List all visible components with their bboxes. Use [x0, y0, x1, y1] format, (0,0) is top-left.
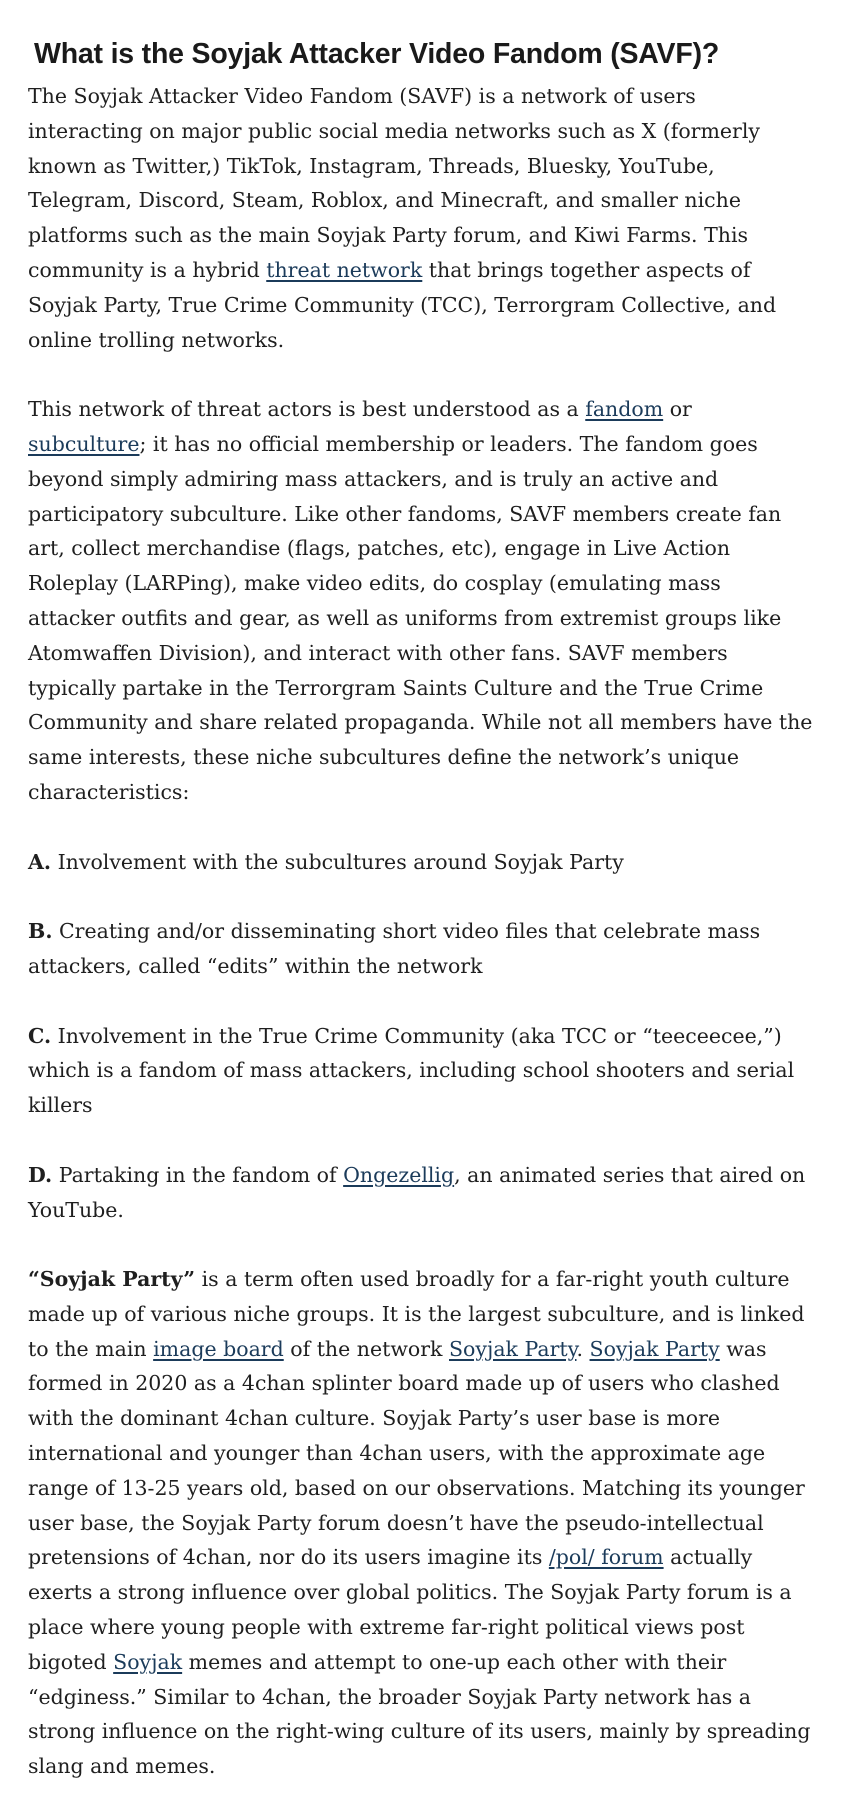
list-item-letter: A.	[28, 849, 52, 874]
paragraph-text: was formed in 2020 as a 4chan splinter board made up of users who clashed with the dominant 4chan culture. Soyjak Party’s user base is more international and younger than 4chan users, with the approximate age range of 13-25 years old, based on our observations. Matching its younger user base, the Soyjak Party forum doesn’t have the pseudo-intellectual pretensions of 4chan, nor do its users imagine its	[28, 1336, 805, 1570]
list-item-a	[28, 845, 813, 880]
list-item-text: Involvement with the subcultures around Soyjak Party	[51, 849, 624, 874]
image-board-link[interactable]: image board	[153, 1336, 284, 1361]
page-title: What is the Soyjak Attacker Video Fandom (SAVF)?	[34, 38, 720, 70]
list-item-d	[28, 1158, 813, 1228]
list-item-letter: D.	[28, 1162, 53, 1187]
article	[28, 0, 813, 1819]
paragraph-soyjak-party	[28, 1262, 813, 1784]
ongezellig-link[interactable]: Ongezellig	[343, 1162, 455, 1187]
list-item-text: , an animated series that aired on YouTube.	[28, 1162, 806, 1222]
list-item-text: Partaking in the fandom of	[52, 1162, 344, 1187]
list-item-text: Creating and/or disseminating short video files that celebrate mass attackers, called “edits” within the network	[28, 919, 761, 978]
soyjak-party-link-2[interactable]: Soyjak Party	[589, 1336, 720, 1361]
soyjak-link[interactable]: Soyjak	[113, 1649, 183, 1674]
soyjak-party-link[interactable]: Soyjak Party	[449, 1336, 577, 1361]
paragraph-text: that brings together aspects of Soyjak Party, True Crime Community (TCC), Terrorgram Collective, and online trolling networks.	[28, 257, 777, 352]
term-soyjak-party: “Soyjak Party”	[28, 1267, 196, 1292]
threat-network-link[interactable]: threat network	[266, 257, 423, 282]
paragraph-text: memes and attempt to one-up each other with their “edginess.” Similar to 4chan, the broader Soyjak Party network has a strong influence on the right-wing culture of its users, mainly by spreading slang and memes.	[28, 1649, 811, 1779]
list-item-b	[28, 914, 813, 984]
paragraph-text: of the network	[283, 1336, 449, 1361]
list-item-letter: B.	[28, 919, 53, 944]
paragraph-text: actually exerts a strong influence over global politics. The Soyjak Party forum is a place where young people with extreme far-right political views post bigoted	[28, 1545, 792, 1674]
paragraph-text: The Soyjak Attacker Video Fandom (SAVF) is a network of users interacting on major public social media networks such as X (formerly known as Twitter,) TikTok, Instagram, Threads, Bluesky, YouTube, Telegram, Discord, Steam, Roblox, and Minecraft, and smaller niche platforms such as the main Soyjak Party forum, and Kiwi Farms. This community is a hybrid	[28, 84, 760, 282]
paragraph-text: is a term often used broadly for a far-right youth culture made up of various niche groups. It is the largest subculture, and is linked to the main	[28, 1267, 805, 1361]
pol-forum-link[interactable]: /pol/ forum	[548, 1545, 664, 1570]
paragraph-fandom	[28, 392, 813, 810]
fandom-link[interactable]: fandom	[585, 397, 664, 422]
paragraph-intro	[28, 79, 813, 357]
paragraph-text: This network of threat actors is best understood as a	[28, 397, 586, 422]
paragraph-text: .	[576, 1336, 590, 1361]
subculture-link[interactable]: subculture	[28, 431, 140, 456]
list-item-letter: C.	[28, 1023, 52, 1048]
list-item-text: Involvement in the True Crime Community (aka TCC or “teeceecee,”) which is a fandom of mass attackers, including school shooters and serial killers	[28, 1023, 795, 1118]
paragraph-text: ; it has no official membership or leaders. The fandom goes beyond simply admiring mass attackers, and is truly an active and participatory subculture. Like other fandoms, SAVF members create fan art, collect merchandise (flags, patches, etc), engage in Live Action Roleplay (LARPing), make video edits, do cosplay (emulating mass attacker outfits and gear, as well as uniforms from extremist groups like Atomwaffen Division), and interact with other fans. SAVF members typically partake in the Terrorgram Saints Culture and the True Crime Community and share related propaganda. While not all members have the same interests, these niche subcultures define the network’s unique characteristics:	[28, 431, 813, 804]
list-item-c	[28, 1019, 813, 1123]
paragraph-text: or	[663, 397, 692, 422]
